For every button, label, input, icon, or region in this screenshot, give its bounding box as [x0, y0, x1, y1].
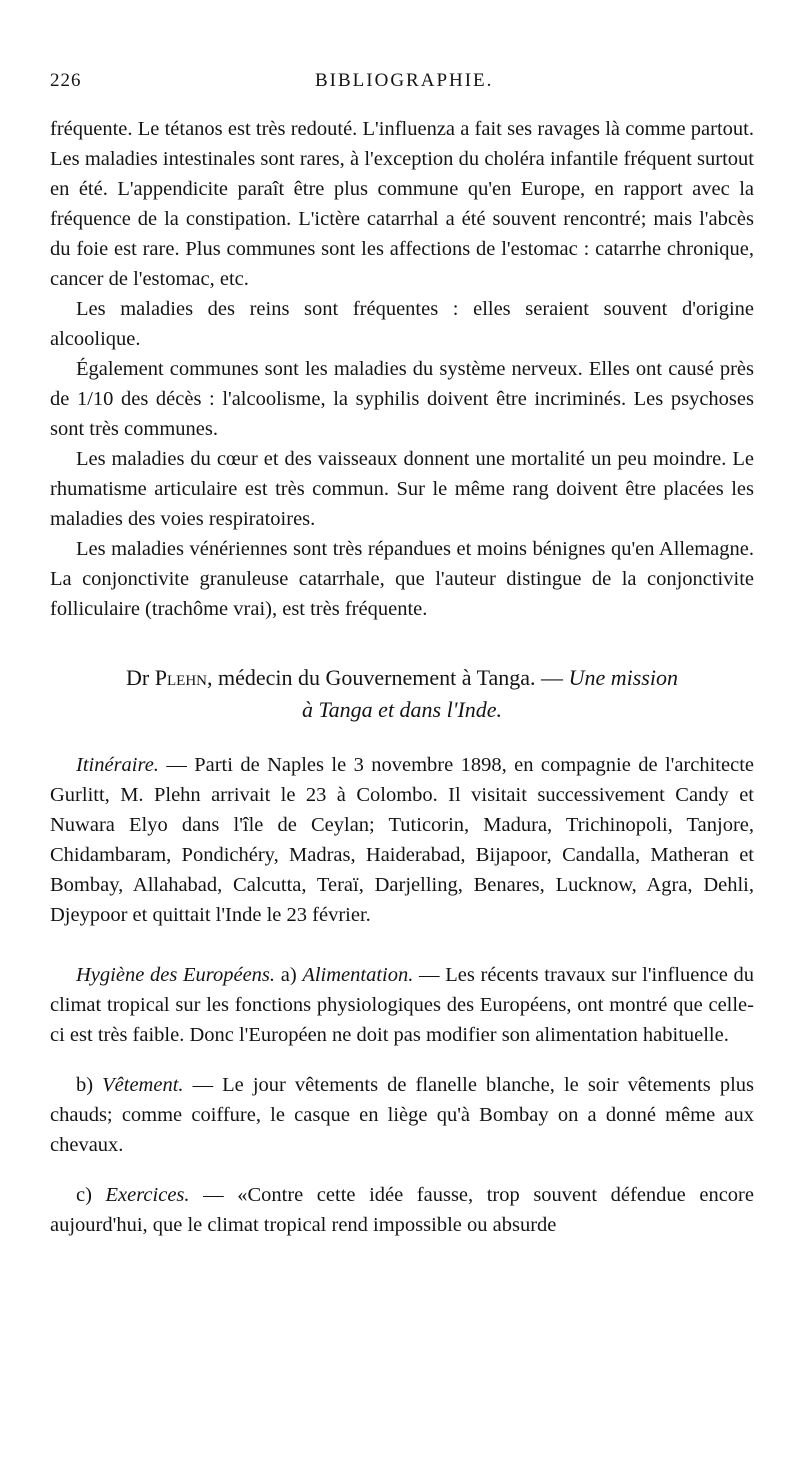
review-heading-line2 — [50, 694, 754, 726]
paragraph-clothing — [50, 1070, 754, 1160]
clothing-marker: b) — [76, 1074, 103, 1096]
exercise-text: — «Contre cette idée fausse, trop souvent défendue encore aujourd'hui, que le climat tropical rend impossible ou absurde — [50, 1184, 754, 1236]
hygiene-text: — Les récents travaux sur l'influence du climat tropical sur les fonctions physiologiques des Européens, ont montré que celle-ci est très faible. Donc l'Européen ne doit pas modifier son alimentation habituelle. — [50, 964, 754, 1046]
author-title: Dr — [126, 665, 150, 690]
hygiene-label: Hygiène des Européens. — [76, 964, 276, 986]
hygiene-sub-a-marker: a) — [275, 964, 303, 986]
itinerary-label: Itinéraire. — [76, 754, 159, 776]
page-number: 226 — [50, 70, 82, 91]
paragraph-hygiene — [50, 960, 754, 1050]
hygiene-sub-a-label: Alimentation. — [302, 964, 414, 986]
page-header — [50, 70, 754, 106]
itinerary-text: — Parti de Naples le 3 novembre 1898, en compagnie de l'architecte Gurlitt, M. Plehn arrivait le 23 à Colombo. Il visitait successivement Candy et Nuwara Elyo dans l'île de Ceylan; Tuticorin, Madura, Trichinopoli, Tanjore, Chidambaram, Pondichéry, Madras, Haiderabad, Bijapoor, Candalla, Matheran et Bombay, Allahabad, Calcutta, Teraï, Darjelling, Benares, Lucknow, Agra, Dehli, Djeypoor et quittait l'Inde le 23 février. — [50, 754, 754, 926]
running-title: BIBLIOGRAPHIE. — [315, 70, 494, 91]
exercise-marker: c) — [76, 1184, 106, 1206]
paragraph-digestive-diseases: fréquente. Le tétanos est très redouté. L'influenza a fait ses ravages là comme partout. Les maladies intestinales sont rares, à l'exception du choléra infantile fréquent surtout en été. L'appendicite paraît être plus commune qu'en Europe, en rapport avec la fréquence de la constipation. L'ictère catarrhal a été souvent rencontré; mais l'abcès du foie est rare. Plus communes sont les affections de l'estomac : catarrhe chronique, cancer de l'estomac, etc. — [50, 118, 754, 290]
paragraph-kidney-diseases: Les maladies des reins sont fréquentes : elles seraient souvent d'origine alcoolique. — [50, 298, 754, 350]
author-name: Plehn — [154, 665, 207, 690]
paragraph-venereal-diseases: Les maladies vénériennes sont très répandues et moins bénignes qu'en Allemagne. La conjonctivite granuleuse catarrhale, que l'auteur distingue de la conjonctivite folliculaire (trachôme vrai), est très fréquente. — [50, 538, 754, 620]
exercise-label: Exercices. — [105, 1184, 190, 1206]
review-heading-line1 — [50, 662, 754, 694]
paragraph-nervous-diseases: Également communes sont les maladies du système nerveux. Elles ont causé près de 1/10 des décès : l'alcoolisme, la syphilis doivent être incriminés. Les psychoses sont très communes. — [50, 358, 754, 440]
review-heading — [50, 662, 754, 726]
paragraph-heart-diseases: Les maladies du cœur et des vaisseaux donnent une mortalité un peu moindre. Le rhumatisme articulaire est très commun. Sur le même rang doivent être placées les maladies des voies respiratoires. — [50, 448, 754, 530]
paragraph-exercise — [50, 1180, 754, 1240]
clothing-label: Vêtement. — [102, 1074, 184, 1096]
author-role: , médecin du Gouvernement à Tanga. — — [207, 665, 564, 690]
book-page — [50, 70, 754, 1240]
work-title-part1: Une mission — [568, 665, 678, 690]
clothing-text: — Le jour vêtements de flanelle blanche, le soir vêtements plus chauds; comme coiffure, le casque en liège qu'à Bombay on a donné même aux chevaux. — [50, 1074, 754, 1156]
work-title-part2: à Tanga et dans l'Inde. — [301, 697, 503, 722]
paragraph-itinerary — [50, 750, 754, 930]
